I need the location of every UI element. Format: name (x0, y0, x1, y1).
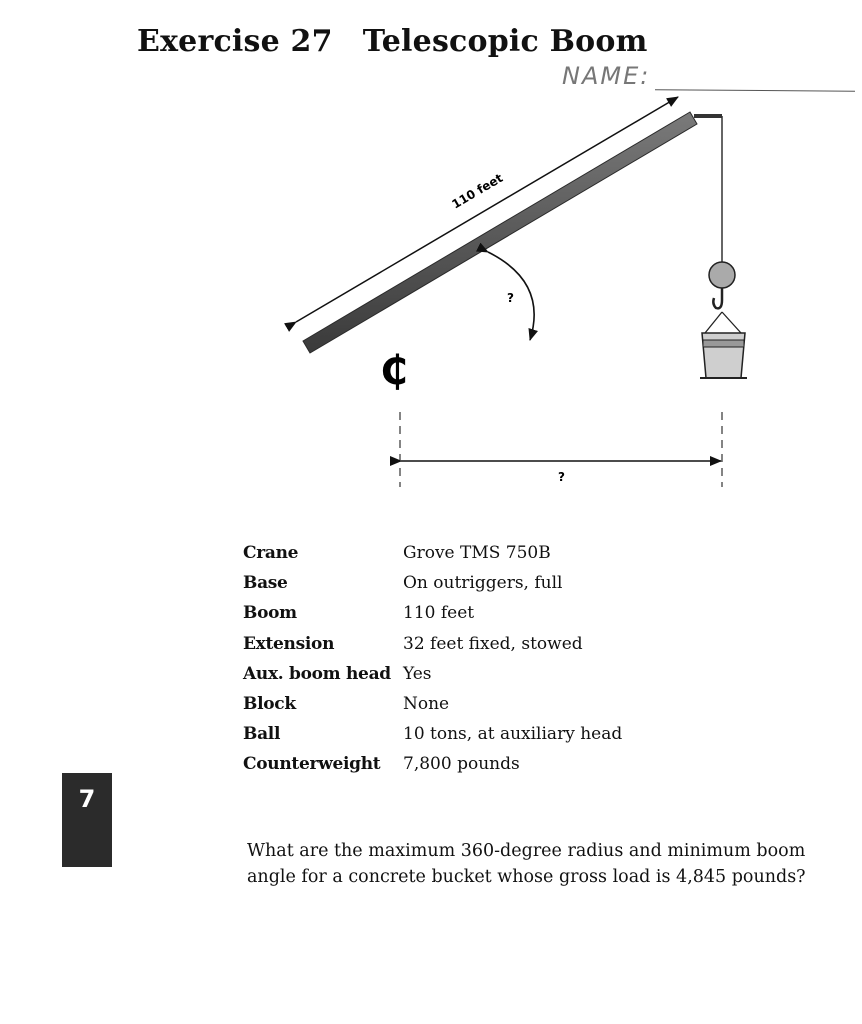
exercise-title: Telescopic Boom (362, 24, 648, 59)
spec-key: Base (243, 573, 288, 594)
name-label: NAME: (562, 62, 651, 90)
spec-key: Boom (243, 603, 297, 624)
sling-left (705, 312, 722, 333)
boom-angle-label: ? (507, 291, 514, 305)
boom (303, 112, 697, 353)
headache-ball (709, 262, 735, 288)
spec-value: None (403, 693, 450, 714)
spec-key: Block (243, 693, 296, 714)
boom-length-arrow (296, 97, 678, 322)
spec-value: 7,800 pounds (403, 754, 520, 775)
centerline-symbol: ₵ (380, 348, 408, 394)
page-tab (62, 773, 112, 867)
spec-value: 32 feet fixed, stowed (403, 633, 583, 654)
spec-value: Yes (403, 663, 432, 684)
boom-length-label: 110 feet (449, 170, 506, 212)
spec-value: Grove TMS 750B (403, 543, 551, 563)
spec-key: Ball (243, 724, 281, 745)
radius-label: ? (558, 470, 565, 484)
sling-right (722, 312, 741, 333)
spec-key: Crane (243, 543, 299, 563)
spec-value: On outriggers, full (403, 573, 563, 594)
spec-key: Aux. boom head (243, 663, 391, 684)
question-text: What are the maximum 360-degree radius and minimum boom angle for a concrete bucket whose gross load is 4,845 pounds? (247, 841, 806, 887)
page-tab-number: 7 (78, 785, 96, 813)
spec-value: 10 tons, at auxiliary head (403, 724, 623, 745)
hook (713, 288, 722, 308)
exercise-number: Exercise 27 (137, 24, 333, 59)
spec-value: 110 feet (403, 603, 475, 624)
bucket-band (703, 340, 744, 347)
spec-key: Extension (243, 633, 335, 654)
spec-key: Counterweight (243, 754, 381, 775)
